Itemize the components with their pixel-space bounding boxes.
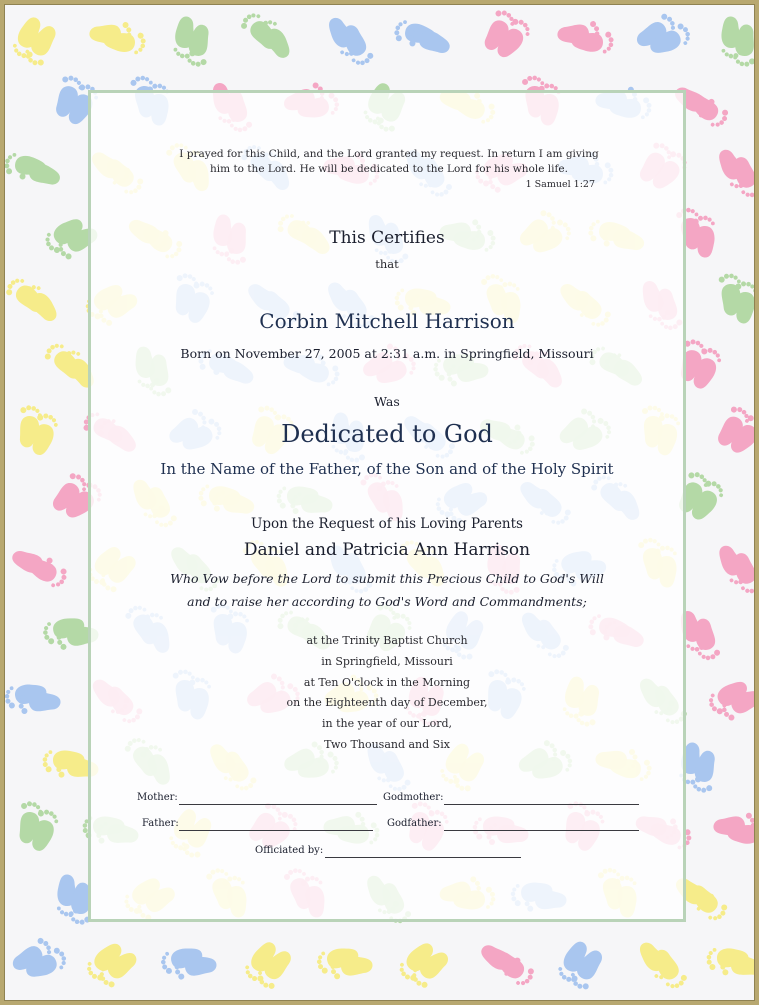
verse-reference: 1 Samuel 1:27	[525, 179, 595, 190]
godmother-signature-line	[444, 804, 639, 805]
trinity-line: In the Name of the Father, of the Son and of the Holy Spirit	[160, 460, 614, 478]
footprint-mark	[692, 215, 717, 258]
location-line-3: at Ten O'clock in the Morning	[303, 676, 471, 689]
verse-line-2: him to the Lord. He will be dedicated to the Lord for his whole life.	[210, 163, 568, 175]
godmother-label: Godmother:	[383, 792, 444, 803]
parents-request: Upon the Request of his Loving Parents	[251, 516, 523, 532]
mother-signature-line	[179, 804, 377, 805]
father-signature-line	[179, 830, 373, 831]
location-line-5: in the year of our Lord,	[321, 717, 453, 730]
location-line-2: in Springfield, Missouri	[321, 655, 453, 668]
vow-line-2: and to raise her according to God's Word and Commandments;	[187, 594, 587, 609]
location-line-6: Two Thousand and Six	[324, 738, 450, 751]
that-text: that	[375, 257, 399, 271]
verse-line-1: I prayed for this Child, and the Lord granted my request. In return I am giving	[179, 148, 599, 160]
certificate-panel	[88, 90, 686, 922]
godfather-label: Godfather:	[387, 818, 442, 829]
child-name: Corbin Mitchell Harrison	[259, 309, 515, 333]
bible-verse	[169, 147, 609, 177]
father-label: Father:	[142, 818, 179, 829]
location-line-4: on the Eighteenth day of December,	[286, 696, 488, 709]
officiant-signature-line	[325, 857, 521, 858]
godfather-signature-line	[444, 830, 639, 831]
officiated-label: Officiated by:	[255, 845, 324, 856]
certifies-heading: This Certifies	[329, 228, 445, 248]
birth-details: Born on November 27, 2005 at 2:31 a.m. in Springfield, Missouri	[180, 346, 594, 361]
parents-names: Daniel and Patricia Ann Harrison	[243, 540, 531, 560]
footprint-mark	[733, 281, 758, 324]
location-line-1: at the Trinity Baptist Church	[306, 634, 468, 647]
mother-label: Mother:	[137, 792, 178, 803]
was-text: Was	[374, 394, 400, 409]
dedicated-title: Dedicated to God	[281, 420, 493, 448]
vow-line-1: Who Vow before the Lord to submit this Precious Child to God's Will	[170, 571, 604, 586]
